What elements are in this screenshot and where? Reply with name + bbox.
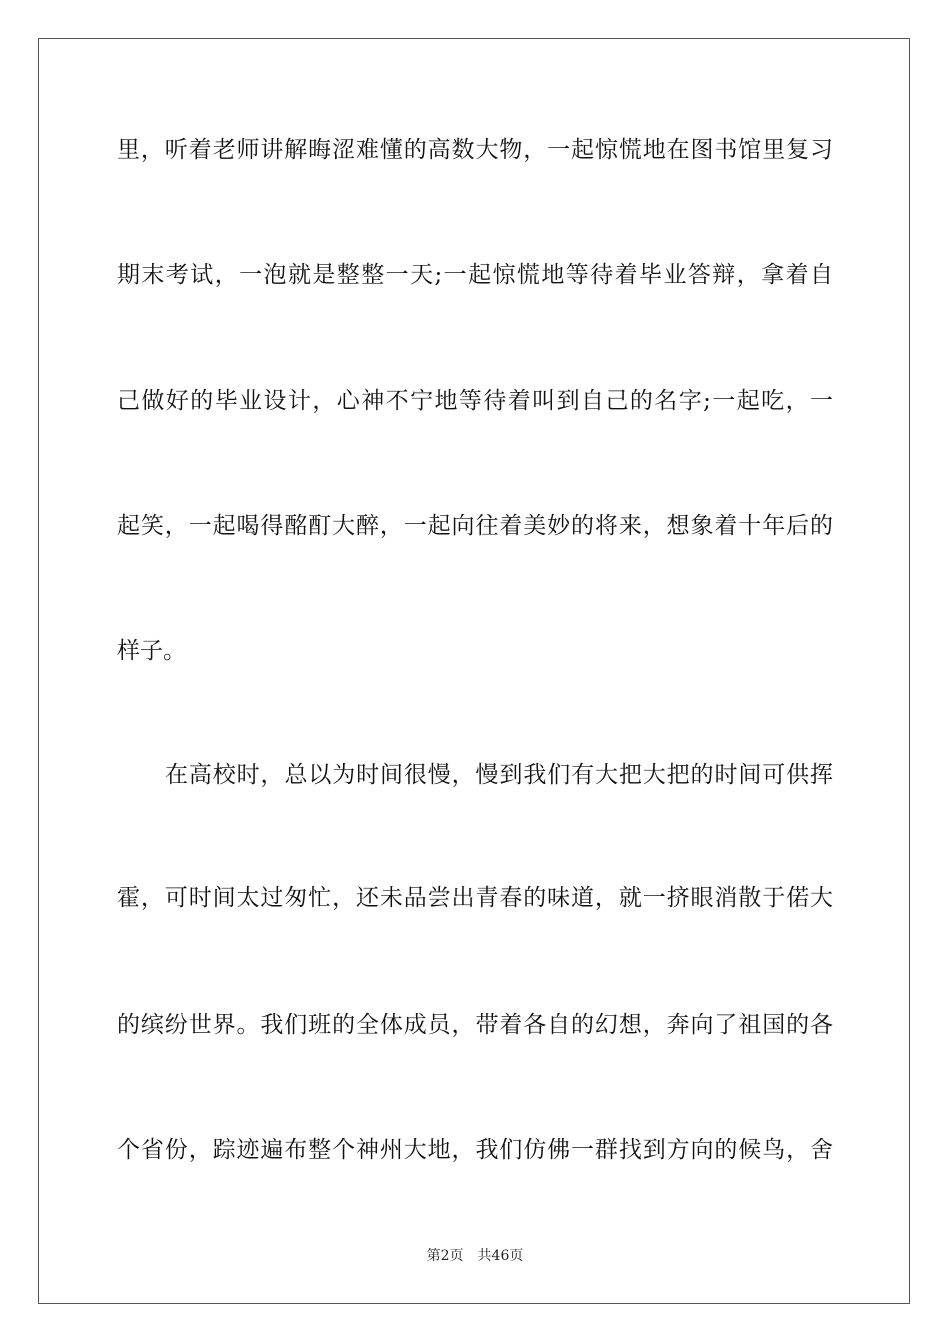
text-line-2: 期末考试，一泡就是整整一天;一起惊慌地等待着毕业答辩，拿着自 xyxy=(117,262,833,288)
text-line-5: 样子。 xyxy=(117,638,186,664)
text-line-8: 的缤纷世界。我们班的全体成员，带着各自的幻想，奔向了祖国的各 xyxy=(117,1012,833,1038)
text-line-1: 里，听着老师讲解晦涩难懂的高数大物，一起惊慌地在图书馆里复习 xyxy=(117,137,833,163)
page-footer xyxy=(0,1246,950,1266)
text-line-3: 己做好的毕业设计，心神不宁地等待着叫到自己的名字;一起吃，一 xyxy=(117,388,833,414)
page-border xyxy=(38,38,910,1304)
text-line-6: 在高校时，总以为时间很慢，慢到我们有大把大把的时间可供挥 xyxy=(165,762,833,788)
page-number: 第2页 xyxy=(426,1248,464,1264)
page-total: 共46页 xyxy=(477,1248,524,1264)
text-line-7: 霍，可时间太过匆忙，还未品尝出青春的味道，就一挤眼消散于偌大 xyxy=(117,885,833,911)
text-line-4: 起笑，一起喝得酩酊大醉，一起向往着美妙的将来，想象着十年后的 xyxy=(117,513,833,539)
text-line-9: 个省份，踪迹遍布整个神州大地，我们仿佛一群找到方向的候鸟，舍 xyxy=(117,1137,833,1163)
